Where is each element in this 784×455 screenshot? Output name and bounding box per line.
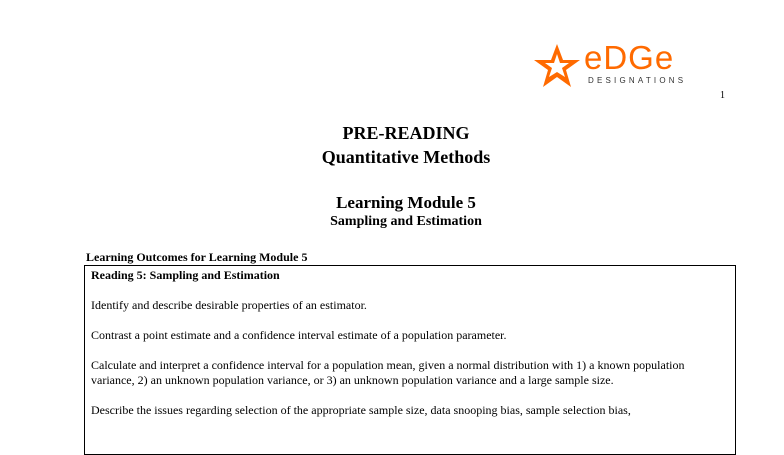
page-number: 1 xyxy=(720,90,725,101)
outcome-item: Contrast a point estimate and a confidence interval estimate of a population parameter. xyxy=(91,328,507,342)
outcomes-box xyxy=(84,265,736,455)
star-icon xyxy=(532,42,582,92)
outcome-item: Identify and describe desirable properties of an estimator. xyxy=(91,298,367,312)
outcome-item: Calculate and interpret a confidence interval for a population mean, given a normal distribution with 1) a known population variance, 2) an unknown population variance, or 3) an unknown population variance and a large sample size. xyxy=(91,358,685,387)
reading-title: Reading 5: Sampling and Estimation xyxy=(91,268,280,282)
logo-subtitle: DESIGNATIONS xyxy=(588,76,687,85)
module-title: Learning Module 5 xyxy=(336,193,476,212)
module-subtitle: Sampling and Estimation xyxy=(330,214,482,229)
outcomes-heading: Learning Outcomes for Learning Module 5 xyxy=(86,250,308,264)
logo-wordmark: eDGe xyxy=(584,39,675,76)
pre-reading-title: PRE-READING xyxy=(342,123,470,143)
subject-title: Quantitative Methods xyxy=(321,147,491,167)
edge-logo xyxy=(532,39,692,92)
outcome-item: Describe the issues regarding selection of the appropriate sample size, data snooping bias, sample selection bias, xyxy=(91,403,631,417)
